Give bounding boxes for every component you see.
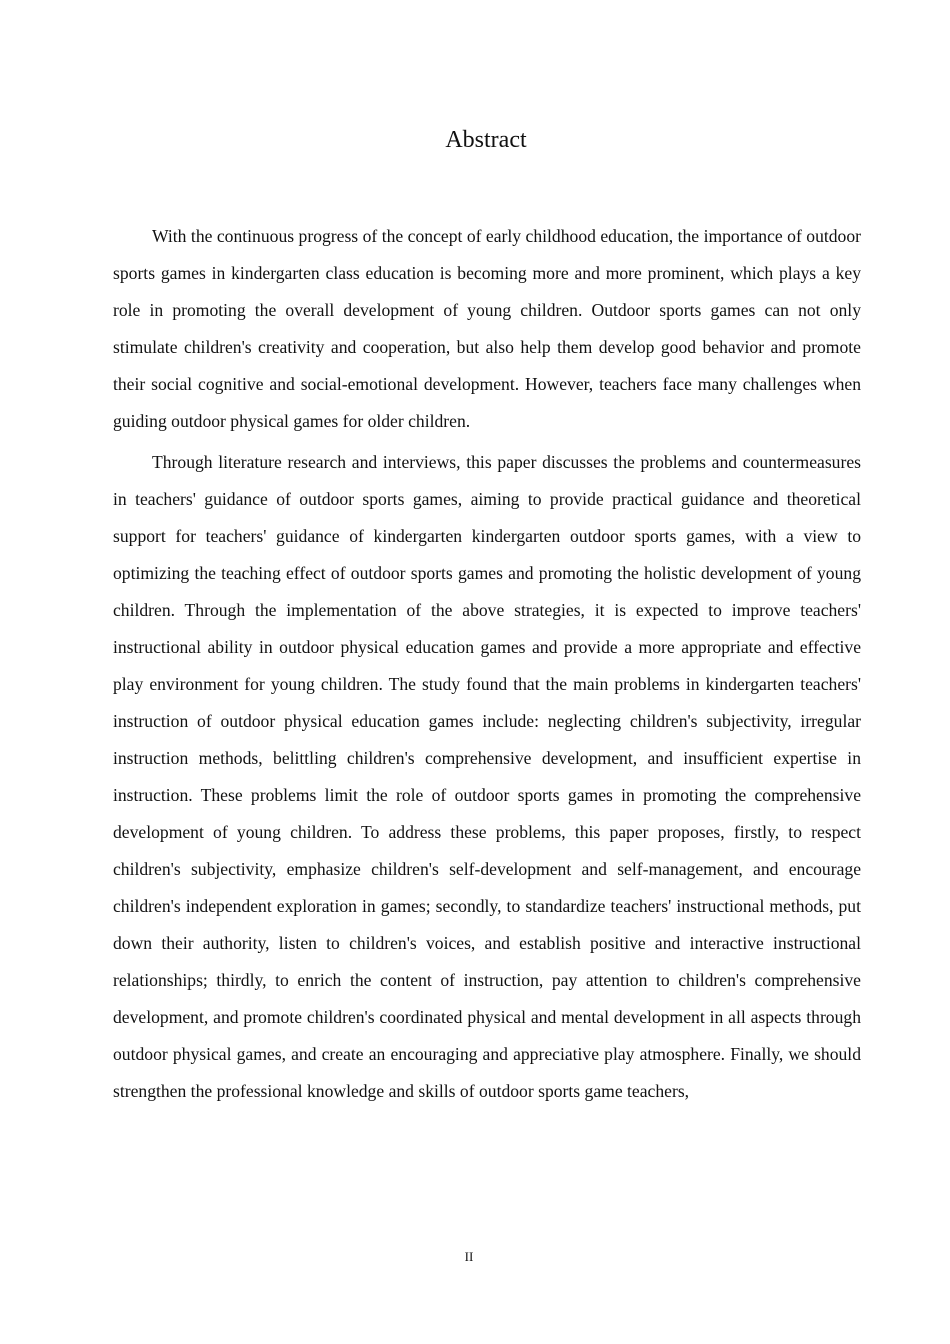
abstract-body: [113, 218, 861, 1110]
abstract-paragraph-2: Through literature research and interviews, this paper discusses the problems and countermeasures in teachers' guidance of outdoor sports games, aiming to provide practical guidance and theoretical support for teachers' guidance of kindergarten kindergarten outdoor sports games, with a view to optimizing the teaching effect of outdoor sports games and promoting the holistic development of young children. Through the implementation of the above strategies, it is expected to improve teachers' instructional ability in outdoor physical education games and provide a more appropriate and effective play environment for young children. The study found that the main problems in kindergarten teachers' instruction of outdoor physical education games include: neglecting children's subjectivity, irregular instruction methods, belittling children's comprehensive development, and insufficient expertise in instruction. These problems limit the role of outdoor sports games in promoting the comprehensive development of young children. To address these problems, this paper proposes, firstly, to respect children's subjectivity, emphasize children's self-development and self-management, and encourage children's independent exploration in games; secondly, to standardize teachers' instructional methods, put down their authority, listen to children's voices, and establish positive and interactive instructional relationships; thirdly, to enrich the content of instruction, pay attention to children's comprehensive development, and promote children's coordinated physical and mental development in all aspects through outdoor physical games, and create an encouraging and appreciative play atmosphere. Finally, we should strengthen the professional knowledge and skills of outdoor sports game teachers,: [113, 452, 861, 1101]
page-number: II: [464, 1249, 474, 1264]
abstract-paragraph-1: With the continuous progress of the concept of early childhood education, the importance of outdoor sports games in kindergarten class education is becoming more and more prominent, which plays a key role in promoting the overall development of young children. Outdoor sports games can not only stimulate children's creativity and cooperation, but also help them develop good behavior and promote their social cognitive and social-emotional development. However, teachers face many challenges when guiding outdoor physical games for older children.: [113, 226, 861, 431]
abstract-title: Abstract: [445, 127, 527, 153]
